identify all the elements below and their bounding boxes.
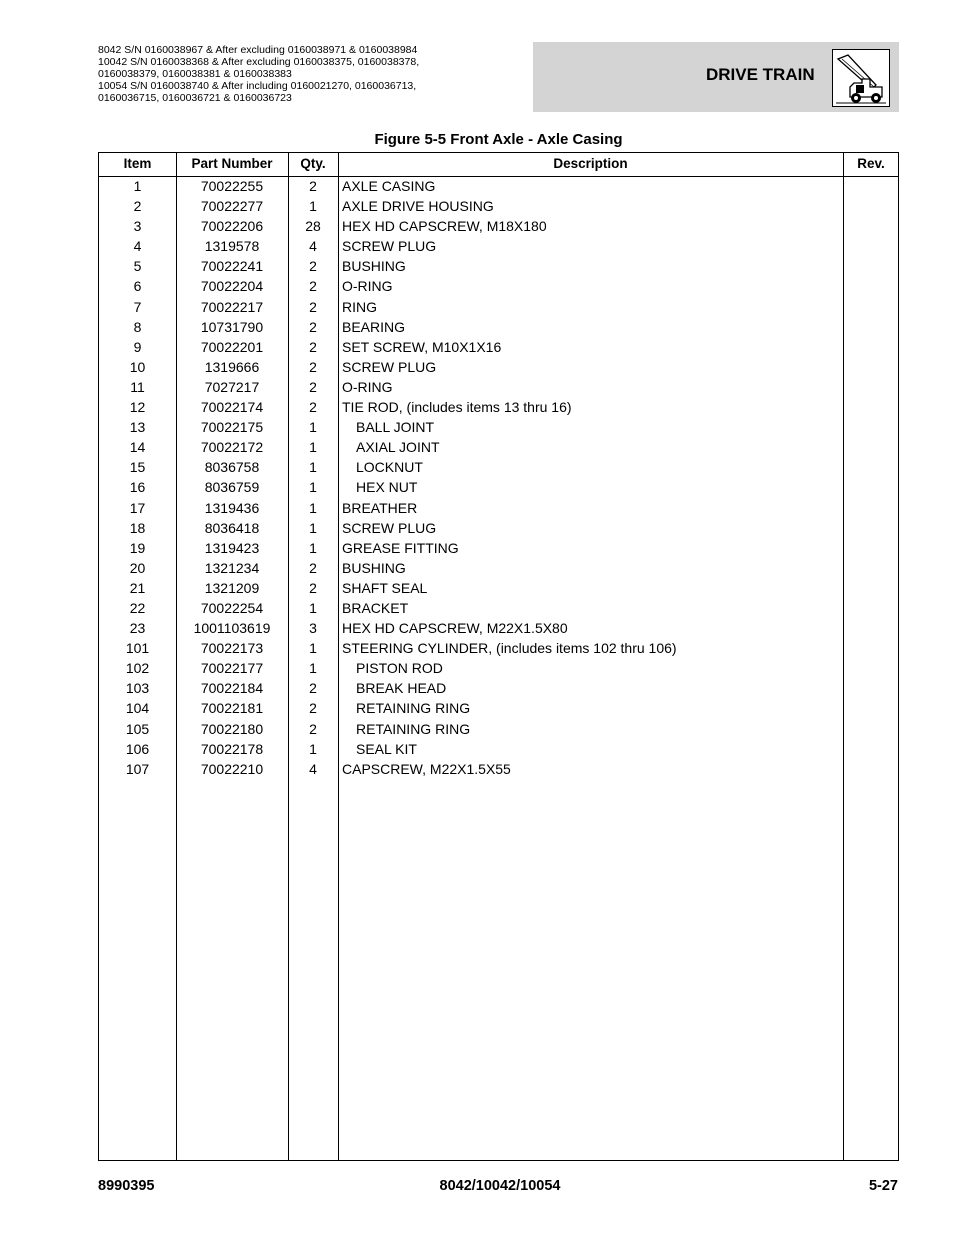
table-row bbox=[99, 618, 898, 638]
qty-cell: 1 bbox=[309, 539, 317, 556]
table-row bbox=[99, 678, 898, 698]
description-cell: AXIAL JOINT bbox=[356, 439, 440, 456]
serial-line: 0160036715, 0160036721 & 0160036723 bbox=[98, 92, 292, 104]
qty-cell: 2 bbox=[309, 559, 317, 576]
item-cell: 103 bbox=[125, 680, 150, 697]
qty-cell: 1 bbox=[309, 499, 317, 516]
table-row bbox=[99, 558, 898, 578]
table-row bbox=[99, 598, 898, 618]
header-description: Description bbox=[553, 156, 628, 171]
footer-page-number: 5-27 bbox=[868, 1178, 898, 1194]
part-number-cell: 70022174 bbox=[200, 399, 264, 416]
table-row bbox=[99, 196, 898, 216]
part-number-cell: 70022172 bbox=[200, 439, 264, 456]
table-row bbox=[99, 457, 898, 477]
description-cell: GREASE FITTING bbox=[342, 539, 459, 556]
table-row bbox=[99, 578, 898, 598]
item-cell: 4 bbox=[133, 238, 142, 255]
item-cell: 9 bbox=[133, 338, 142, 355]
description-cell: BUSHING bbox=[342, 258, 406, 275]
part-number-cell: 70022175 bbox=[200, 419, 264, 436]
table-row bbox=[99, 477, 898, 497]
part-number-cell: 70022178 bbox=[200, 740, 264, 757]
qty-cell: 2 bbox=[309, 358, 317, 375]
description-cell: O-RING bbox=[342, 378, 393, 395]
qty-cell: 28 bbox=[305, 218, 321, 235]
parts-table bbox=[98, 152, 899, 1161]
part-number-cell: 8036759 bbox=[204, 479, 260, 496]
description-cell: SCREW PLUG bbox=[342, 238, 437, 255]
description-cell: BUSHING bbox=[342, 559, 406, 576]
description-cell: SEAL KIT bbox=[356, 740, 417, 757]
description-cell: BEARING bbox=[342, 318, 406, 335]
table-row bbox=[99, 397, 898, 417]
table-row bbox=[99, 719, 898, 739]
part-number-cell: 8036418 bbox=[204, 519, 260, 536]
description-cell: SCREW PLUG bbox=[342, 358, 437, 375]
part-number-cell: 70022255 bbox=[200, 178, 264, 194]
telehandler-icon bbox=[832, 49, 890, 107]
qty-cell: 1 bbox=[309, 519, 317, 536]
header-qty: Qty. bbox=[300, 156, 326, 171]
header-part-number: Part Number bbox=[191, 156, 273, 171]
table-row bbox=[99, 759, 898, 779]
part-number-cell: 1321234 bbox=[204, 559, 260, 576]
qty-cell: 1 bbox=[309, 419, 317, 436]
item-cell: 23 bbox=[129, 620, 146, 637]
item-cell: 101 bbox=[125, 640, 150, 657]
item-cell: 105 bbox=[125, 720, 150, 737]
footer-models: 8042/10042/10054 bbox=[439, 1178, 561, 1194]
qty-cell: 2 bbox=[309, 258, 317, 275]
item-cell: 3 bbox=[133, 218, 142, 235]
description-cell: STEERING CYLINDER, (includes items 102 thru 106) bbox=[342, 640, 677, 657]
qty-cell: 1 bbox=[309, 740, 317, 757]
part-number-cell: 1319666 bbox=[204, 358, 260, 375]
qty-cell: 1 bbox=[309, 198, 317, 215]
table-header bbox=[99, 153, 898, 177]
item-cell: 11 bbox=[130, 378, 145, 395]
description-cell: HEX HD CAPSCREW, M18X180 bbox=[342, 218, 547, 235]
description-cell: AXLE CASING bbox=[342, 178, 436, 194]
qty-cell: 2 bbox=[309, 378, 317, 395]
serial-number-block bbox=[98, 44, 518, 104]
part-number-cell: 8036758 bbox=[204, 459, 260, 476]
item-cell: 102 bbox=[125, 660, 150, 677]
item-cell: 107 bbox=[125, 760, 150, 777]
item-cell: 14 bbox=[129, 439, 146, 456]
part-number-cell: 70022241 bbox=[200, 258, 264, 275]
qty-cell: 2 bbox=[309, 318, 317, 335]
part-number-cell: 1001103619 bbox=[193, 620, 271, 637]
qty-cell: 2 bbox=[309, 399, 317, 416]
part-number-cell: 1319578 bbox=[204, 238, 260, 255]
description-cell: RETAINING RING bbox=[356, 720, 471, 737]
table-row bbox=[99, 276, 898, 296]
table-row bbox=[99, 498, 898, 518]
qty-cell: 1 bbox=[309, 439, 317, 456]
table-row bbox=[99, 357, 898, 377]
header-rev: Rev. bbox=[857, 156, 885, 171]
item-cell: 20 bbox=[129, 559, 146, 576]
item-cell: 2 bbox=[133, 198, 142, 215]
table-row bbox=[99, 518, 898, 538]
table-row bbox=[99, 739, 898, 759]
table-row bbox=[99, 437, 898, 457]
description-cell: AXLE DRIVE HOUSING bbox=[342, 198, 494, 215]
table-row bbox=[99, 297, 898, 317]
item-cell: 12 bbox=[129, 399, 146, 416]
description-cell: CAPSCREW, M22X1.5X55 bbox=[342, 760, 511, 777]
description-cell: RETAINING RING bbox=[356, 700, 471, 717]
section-header bbox=[533, 42, 899, 112]
qty-cell: 2 bbox=[309, 720, 317, 737]
table-row bbox=[99, 216, 898, 236]
part-number-cell: 70022173 bbox=[200, 640, 264, 657]
item-cell: 104 bbox=[125, 700, 150, 717]
description-cell: O-RING bbox=[342, 278, 393, 295]
item-cell: 5 bbox=[133, 258, 142, 275]
qty-cell: 1 bbox=[309, 599, 317, 616]
part-number-cell: 70022180 bbox=[200, 720, 264, 737]
table-row bbox=[99, 176, 898, 196]
qty-cell: 1 bbox=[309, 660, 317, 677]
description-cell: HEX NUT bbox=[356, 479, 418, 496]
description-cell: BREAK HEAD bbox=[356, 680, 447, 697]
part-number-cell: 70022201 bbox=[200, 338, 264, 355]
item-cell: 10 bbox=[129, 358, 146, 375]
description-cell: BRACKET bbox=[342, 599, 409, 616]
description-cell: TIE ROD, (includes items 13 thru 16) bbox=[342, 399, 572, 416]
item-cell: 19 bbox=[129, 539, 146, 556]
qty-cell: 1 bbox=[309, 459, 317, 476]
qty-cell: 2 bbox=[309, 338, 317, 355]
item-cell: 15 bbox=[129, 459, 146, 476]
section-title: DRIVE TRAIN bbox=[706, 65, 815, 84]
serial-line: 8042 S/N 0160038967 & After excluding 0160038971 & 0160038984 bbox=[98, 44, 418, 56]
part-number-cell: 1319423 bbox=[204, 539, 260, 556]
part-number-cell: 7027217 bbox=[204, 378, 260, 395]
part-number-cell: 70022177 bbox=[200, 660, 264, 677]
table-row bbox=[99, 538, 898, 558]
description-cell: RING bbox=[342, 298, 377, 315]
qty-cell: 3 bbox=[309, 620, 317, 637]
table-body bbox=[99, 176, 898, 779]
description-cell: BREATHER bbox=[342, 499, 418, 516]
footer-doc-number: 8990395 bbox=[98, 1178, 155, 1194]
qty-cell: 1 bbox=[309, 479, 317, 496]
description-cell: LOCKNUT bbox=[356, 459, 423, 476]
serial-line: 10054 S/N 0160038740 & After including 0160021270, 0160036713, bbox=[98, 80, 417, 92]
table-row bbox=[99, 658, 898, 678]
description-cell: SET SCREW, M10X1X16 bbox=[342, 338, 502, 355]
part-number-cell: 10731790 bbox=[200, 318, 264, 335]
table-row bbox=[99, 317, 898, 337]
part-number-cell: 70022181 bbox=[200, 700, 264, 717]
description-cell: PISTON ROD bbox=[356, 660, 443, 677]
qty-cell: 2 bbox=[309, 700, 317, 717]
part-number-cell: 70022210 bbox=[200, 760, 264, 777]
description-cell: SCREW PLUG bbox=[342, 519, 437, 536]
part-number-cell: 70022206 bbox=[200, 218, 264, 235]
item-cell: 22 bbox=[129, 599, 146, 616]
item-cell: 1 bbox=[133, 178, 142, 194]
item-cell: 18 bbox=[129, 519, 146, 536]
figure-title: Figure 5-5 Front Axle - Axle Casing bbox=[374, 131, 623, 148]
part-number-cell: 70022277 bbox=[200, 198, 264, 215]
item-cell: 13 bbox=[129, 419, 146, 436]
part-number-cell: 70022254 bbox=[200, 599, 264, 616]
qty-cell: 2 bbox=[309, 278, 317, 295]
qty-cell: 4 bbox=[309, 760, 317, 777]
item-cell: 106 bbox=[125, 740, 150, 757]
item-cell: 8 bbox=[133, 318, 142, 335]
part-number-cell: 70022217 bbox=[200, 298, 264, 315]
item-cell: 7 bbox=[133, 298, 142, 315]
qty-cell: 2 bbox=[309, 178, 317, 194]
item-cell: 6 bbox=[133, 278, 142, 295]
table-row bbox=[99, 236, 898, 256]
item-cell: 17 bbox=[129, 499, 146, 516]
qty-cell: 2 bbox=[309, 298, 317, 315]
table-row bbox=[99, 256, 898, 276]
description-cell: BALL JOINT bbox=[356, 419, 435, 436]
header-item: Item bbox=[123, 156, 152, 171]
description-cell: HEX HD CAPSCREW, M22X1.5X80 bbox=[342, 620, 568, 637]
part-number-cell: 1319436 bbox=[204, 499, 260, 516]
qty-cell: 2 bbox=[309, 579, 317, 596]
table-row bbox=[99, 377, 898, 397]
table-row bbox=[99, 698, 898, 718]
qty-cell: 4 bbox=[309, 238, 317, 255]
item-cell: 16 bbox=[129, 479, 146, 496]
serial-line: 0160038379, 0160038381 & 0160038383 bbox=[98, 68, 292, 80]
part-number-cell: 1321209 bbox=[204, 579, 260, 596]
description-cell: SHAFT SEAL bbox=[342, 579, 428, 596]
table-row bbox=[99, 337, 898, 357]
item-cell: 21 bbox=[129, 579, 146, 596]
table-row bbox=[99, 638, 898, 658]
qty-cell: 2 bbox=[309, 680, 317, 697]
table-row bbox=[99, 417, 898, 437]
part-number-cell: 70022184 bbox=[200, 680, 264, 697]
serial-line: 10042 S/N 0160038368 & After excluding 0160038375, 0160038378, bbox=[98, 56, 420, 68]
part-number-cell: 70022204 bbox=[200, 278, 264, 295]
qty-cell: 1 bbox=[309, 640, 317, 657]
